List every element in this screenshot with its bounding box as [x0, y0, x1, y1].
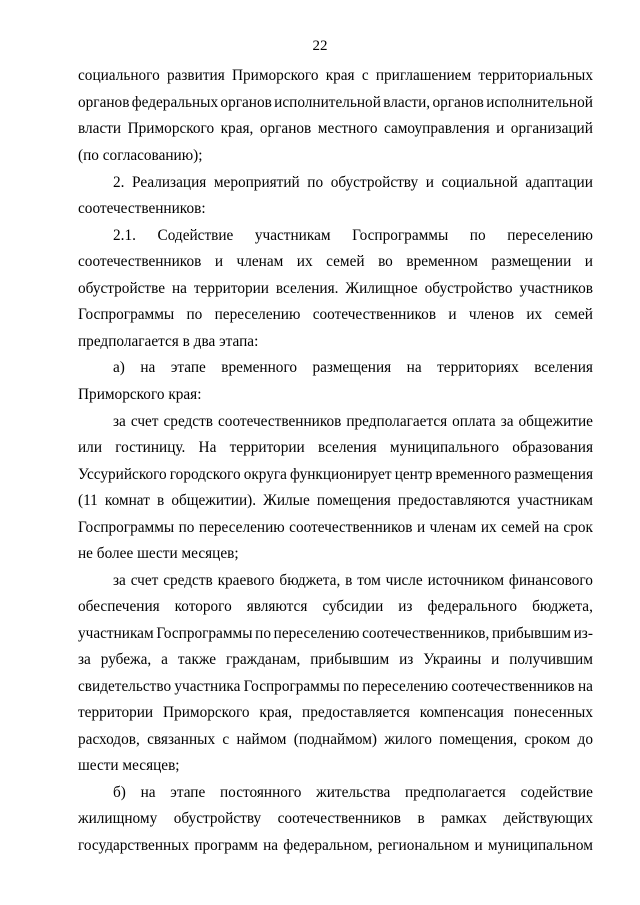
word: временного	[221, 359, 297, 376]
word: жилого	[384, 731, 432, 748]
word: Жилые	[263, 492, 310, 509]
word: сроком	[524, 731, 571, 748]
word: органов	[259, 120, 312, 137]
word: членов	[468, 306, 515, 323]
word: средств	[163, 572, 213, 589]
word: этапе	[170, 784, 206, 801]
text-line	[78, 305, 593, 325]
word: наймом	[236, 731, 287, 748]
text-line	[78, 518, 593, 538]
word: Содействие	[157, 227, 234, 244]
text-line	[113, 173, 593, 193]
text-line	[78, 66, 593, 86]
word: комнат	[104, 492, 150, 509]
word: органов	[432, 94, 484, 111]
word: свидетельство	[78, 678, 172, 695]
word: за	[78, 651, 91, 668]
word: участникам	[517, 492, 593, 509]
word: переселению	[507, 227, 593, 244]
word: постоянного	[220, 784, 302, 801]
word: счет	[130, 572, 159, 589]
text-line	[113, 783, 593, 803]
word: или	[78, 439, 103, 456]
word: общежитии).	[171, 492, 257, 509]
text-line	[113, 571, 593, 591]
word: по	[186, 306, 203, 323]
word: по	[307, 174, 324, 191]
word: участникам	[78, 625, 154, 642]
word: соотечественников	[312, 306, 437, 323]
word: источником	[427, 572, 505, 589]
word: их	[296, 253, 313, 270]
word: предполагается	[404, 784, 506, 801]
word: исполнительной	[274, 94, 381, 111]
word: предоставляются	[397, 492, 511, 509]
word: временном	[406, 253, 478, 270]
word: Госпрограммы	[243, 678, 340, 695]
text-line	[78, 279, 593, 299]
word: На	[198, 439, 217, 456]
word: по	[469, 227, 486, 244]
word: помещения,	[439, 731, 518, 748]
page-number: 22	[312, 38, 328, 54]
word: федерального	[427, 598, 518, 615]
word: социальной	[441, 174, 518, 191]
word: 2.1.	[113, 227, 136, 244]
word: до	[577, 731, 593, 748]
text-line	[78, 703, 593, 723]
word: развития	[166, 67, 225, 84]
word: том	[357, 572, 381, 589]
text-line: предполагается в два этапа:	[78, 333, 259, 350]
word: территории	[229, 439, 305, 456]
text-line	[78, 677, 593, 697]
word: вселения	[534, 359, 593, 376]
word: числе	[385, 572, 423, 589]
word: на	[406, 359, 422, 376]
word: на	[140, 784, 156, 801]
word: жилищному	[78, 810, 158, 827]
word: рамках	[441, 810, 487, 827]
word: из	[398, 598, 413, 615]
word: Приморского	[163, 704, 250, 721]
word: края,	[220, 120, 254, 137]
word: функционирует	[290, 466, 392, 483]
word: участников	[519, 280, 593, 297]
word: обустройству	[330, 174, 419, 191]
word: переселению	[362, 678, 449, 695]
word: рубежа,	[100, 651, 152, 668]
word: членам	[236, 253, 284, 270]
word: обустройство	[424, 280, 513, 297]
word: переселению	[273, 625, 360, 642]
word: а	[161, 651, 168, 668]
word: соотечественников	[277, 810, 401, 827]
text-line: Приморского края:	[78, 386, 202, 403]
word: бюджета,	[532, 598, 593, 615]
word: семей	[554, 306, 593, 323]
word: соотечественников	[451, 678, 575, 695]
word: которого	[174, 598, 232, 615]
word: территориальных	[478, 67, 593, 84]
word: края,	[259, 704, 293, 721]
text-line	[78, 836, 593, 856]
word: в	[417, 810, 425, 827]
word: региональном	[377, 837, 470, 854]
word: и	[425, 174, 434, 191]
word: самоуправления	[383, 120, 490, 137]
word: расходов,	[78, 731, 140, 748]
text-line	[113, 412, 593, 432]
word: городского	[169, 466, 241, 483]
word: территории	[193, 280, 269, 297]
text-line	[78, 809, 593, 829]
word: во	[378, 253, 393, 270]
word: 2.	[113, 174, 125, 191]
word: социального	[78, 67, 160, 84]
word: размещении	[491, 253, 572, 270]
text-line: (по согласованию);	[78, 147, 203, 164]
text-line	[78, 119, 593, 139]
word: Госпрограммы	[156, 625, 253, 642]
word: соотечественников	[78, 253, 202, 270]
text-line: не более шести месяцев;	[78, 545, 239, 562]
word: вселения.	[275, 280, 339, 297]
word: переселению	[214, 306, 301, 323]
word: исполнительной	[486, 94, 593, 111]
word: мероприятий	[213, 174, 300, 191]
word: приглашением	[375, 67, 472, 84]
text-line	[78, 491, 593, 511]
word: предполагается	[346, 413, 448, 430]
word: центр	[394, 466, 433, 483]
word: за	[113, 413, 126, 430]
text-line	[113, 226, 593, 246]
word: в	[345, 572, 353, 589]
word: также	[177, 651, 217, 668]
word: соотечественников,	[362, 625, 490, 642]
word: Госпрограммы	[352, 227, 449, 244]
word: и	[491, 651, 500, 668]
word: понесенных	[513, 704, 593, 721]
word: с	[361, 67, 369, 84]
word: семей	[326, 253, 365, 270]
word: из-	[573, 625, 593, 642]
word: финансового	[508, 572, 593, 589]
word: срок	[563, 519, 593, 536]
word: государственных	[78, 837, 190, 854]
word: субсидии	[322, 598, 384, 615]
word: краевого	[217, 572, 275, 589]
word: по	[343, 678, 359, 695]
word: обустройству	[173, 810, 262, 827]
word: власти	[78, 120, 122, 137]
word: муниципальном	[487, 837, 593, 854]
word: а)	[113, 359, 125, 376]
word: территориях	[437, 359, 519, 376]
word: программ	[194, 837, 258, 854]
word: на	[577, 678, 593, 695]
word: Уссурийского	[78, 466, 167, 483]
word: власти,	[383, 94, 431, 111]
text-line	[113, 358, 593, 378]
word: общежитие	[518, 413, 593, 430]
word: этапе	[170, 359, 206, 376]
word: получившим	[509, 651, 593, 668]
word: соотечественников	[218, 413, 342, 430]
word: семей	[501, 519, 540, 536]
word: вселения	[317, 439, 377, 456]
text-line	[78, 252, 593, 272]
text-line	[78, 438, 593, 458]
word: временного	[435, 466, 512, 483]
text-line	[78, 624, 593, 644]
word: округа	[243, 466, 287, 483]
word: на	[171, 280, 187, 297]
word: образования	[512, 439, 593, 456]
word: счет	[130, 413, 159, 430]
word: на	[543, 519, 559, 536]
word: участника	[174, 678, 241, 695]
word: на	[263, 837, 279, 854]
word: их	[480, 519, 497, 536]
word: участникам	[254, 227, 331, 244]
word: федеральном,	[283, 837, 373, 854]
word: помещения	[316, 492, 391, 509]
word: переселению	[198, 519, 285, 536]
word: за	[500, 413, 514, 430]
text-line	[78, 730, 593, 750]
word: по	[255, 625, 271, 642]
word: Жилищное	[345, 280, 418, 297]
word: с	[222, 731, 230, 748]
word: гражданам,	[225, 651, 301, 668]
word: (11	[78, 492, 98, 509]
word: связанных	[147, 731, 216, 748]
word: б)	[113, 784, 126, 801]
word: обустройстве	[78, 280, 166, 297]
word: размещения	[312, 359, 392, 376]
word: соотечественников	[289, 519, 413, 536]
word: Госпрограммы	[78, 519, 175, 536]
word: местного	[317, 120, 378, 137]
word: за	[113, 572, 126, 589]
word: территории	[78, 704, 154, 721]
word: и	[474, 837, 483, 854]
word: и	[496, 120, 505, 137]
word: органов	[78, 94, 130, 111]
word: являются	[246, 598, 308, 615]
word: муниципального	[389, 439, 500, 456]
word: края	[325, 67, 355, 84]
word: Реализация	[132, 174, 207, 191]
word: и	[448, 306, 457, 323]
text-line	[78, 650, 593, 670]
word: по	[178, 519, 195, 536]
word: и	[584, 253, 593, 270]
text-line: шести месяцев;	[78, 757, 180, 774]
word: и	[416, 519, 426, 536]
word: и	[214, 253, 224, 270]
word: бюджета,	[279, 572, 341, 589]
word: органов	[220, 94, 272, 111]
word: (поднаймом)	[293, 731, 378, 748]
text-line: соотечественников:	[78, 200, 206, 217]
text-line	[78, 465, 593, 485]
text-line	[78, 93, 593, 113]
word: Госпрограммы	[78, 306, 175, 323]
word: на	[140, 359, 156, 376]
word: гостиницу.	[115, 439, 186, 456]
word: Приморского	[231, 67, 319, 84]
word: оплата	[452, 413, 496, 430]
word: федеральных	[131, 94, 219, 111]
word: адаптации	[525, 174, 593, 191]
word: в	[156, 492, 165, 509]
word: содействие	[520, 784, 593, 801]
word: предоставляется	[302, 704, 410, 721]
word: из	[399, 651, 414, 668]
word: обеспечения	[78, 598, 160, 615]
word: Приморского	[127, 120, 215, 137]
word: прибывшим	[491, 625, 571, 642]
word: компенсация	[419, 704, 504, 721]
word: прибывшим	[310, 651, 390, 668]
word: размещения	[514, 466, 593, 483]
word: членам	[429, 519, 477, 536]
word: организаций	[510, 120, 593, 137]
word: их	[526, 306, 543, 323]
word: средств	[163, 413, 214, 430]
word: жительства	[316, 784, 391, 801]
word: Украины	[423, 651, 482, 668]
text-line	[78, 597, 593, 617]
word: действующих	[503, 810, 593, 827]
